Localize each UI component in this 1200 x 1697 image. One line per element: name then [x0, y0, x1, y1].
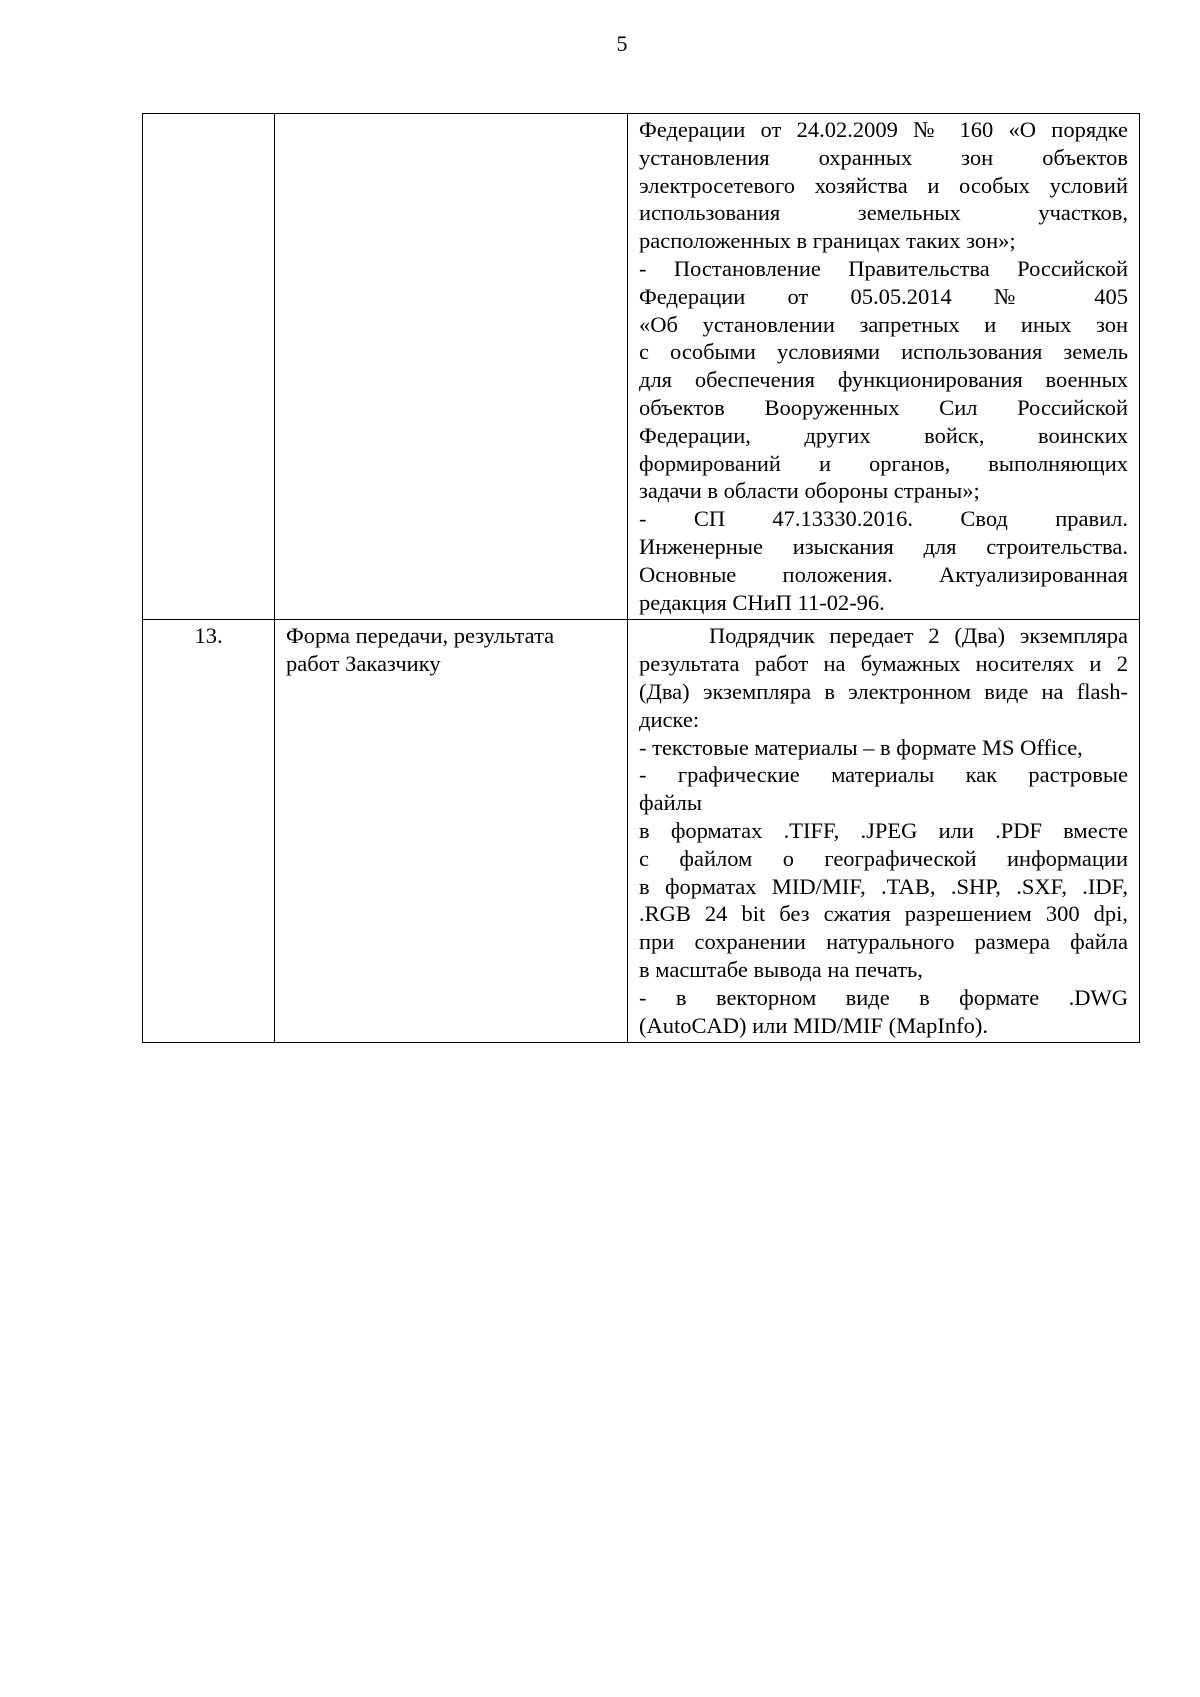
label-line: работ Заказчику [286, 651, 441, 677]
content-lines [639, 116, 1128, 616]
content-line: расположенных в границах таких зон»; [639, 228, 1016, 254]
content-line: использования земельных участков, [639, 200, 1128, 226]
content-line: объектов Вооруженных Сил Российской [639, 394, 1128, 420]
table-row [143, 620, 1140, 1043]
row-number-cell [143, 114, 275, 620]
content-line: для обеспечения функционирования военных [639, 367, 1128, 393]
content-line: электросетевого хозяйства и особых условий [639, 172, 1128, 198]
content-line: (AutoCAD) или MID/MIF (MapInfo). [639, 1012, 989, 1038]
row-content-cell [628, 620, 1140, 1043]
content-line: - СП 47.13330.2016. Свод правил. [639, 506, 1128, 532]
content-line: - в векторном виде в формате .DWG [639, 984, 1128, 1010]
page-number: 5 [616, 31, 628, 56]
row-number-cell: 13. [143, 620, 275, 1043]
content-line: Федерации от 24.02.2009 № 160 «О порядке [639, 117, 1128, 142]
content-line: - текстовые материалы – в формате MS Office, [639, 734, 1083, 760]
content-lines [639, 622, 1128, 1039]
content-line: с файлом о географической информации [639, 845, 1128, 871]
content-line: формирований и органов, выполняющих [639, 450, 1128, 476]
content-line: при сохранении натурального размера файла [639, 929, 1128, 955]
content-line: Инженерные изыскания для строительства. [639, 533, 1128, 559]
content-line: установления охранных зон объектов [639, 144, 1128, 170]
content-line: с особыми условиями использования земель [639, 339, 1128, 365]
content-line: редакция СНиП 11-02-96. [639, 589, 885, 615]
content-line: Федерации от 05.05.2014 № 405 [639, 283, 1128, 309]
row-content-cell [628, 114, 1140, 620]
content-line: - Постановление Правительства Российской [639, 255, 1128, 281]
content-line: Федерации, других войск, воинских [639, 422, 1128, 448]
content-line: задачи в области обороны страны»; [639, 478, 980, 504]
content-line: в форматах .TIFF, .JPEG или .PDF вместе [639, 817, 1128, 843]
label-lines [286, 622, 616, 678]
content-line: в масштабе вывода на печать, [639, 956, 923, 982]
content-line: диске: [639, 706, 700, 732]
content-line: в форматах MID/MIF, .TAB, .SHP, .SXF, .IDF, [639, 873, 1128, 899]
requirements-table [142, 113, 1140, 1043]
content-line: .RGB 24 bit без сжатия разрешением 300 dpi, [639, 901, 1128, 927]
content-line: файлы [639, 790, 702, 816]
content-line: (Два) экземпляра в электронном виде на flash- [639, 678, 1128, 704]
content-line: Основные положения. Актуализированная [639, 561, 1128, 587]
content-line: «Об установлении запретных и иных зон [639, 311, 1128, 337]
content-line: результата работ на бумажных носителях и 2 [639, 651, 1128, 677]
row-label-cell [275, 114, 628, 620]
content-line: Подрядчик передает 2 (Два) экземпляра [709, 623, 1128, 649]
table-row [143, 114, 1140, 620]
row-label-cell [275, 620, 628, 1043]
content-line: - графические материалы как растровые [639, 762, 1128, 788]
label-line: Форма передачи, результата [286, 623, 555, 649]
